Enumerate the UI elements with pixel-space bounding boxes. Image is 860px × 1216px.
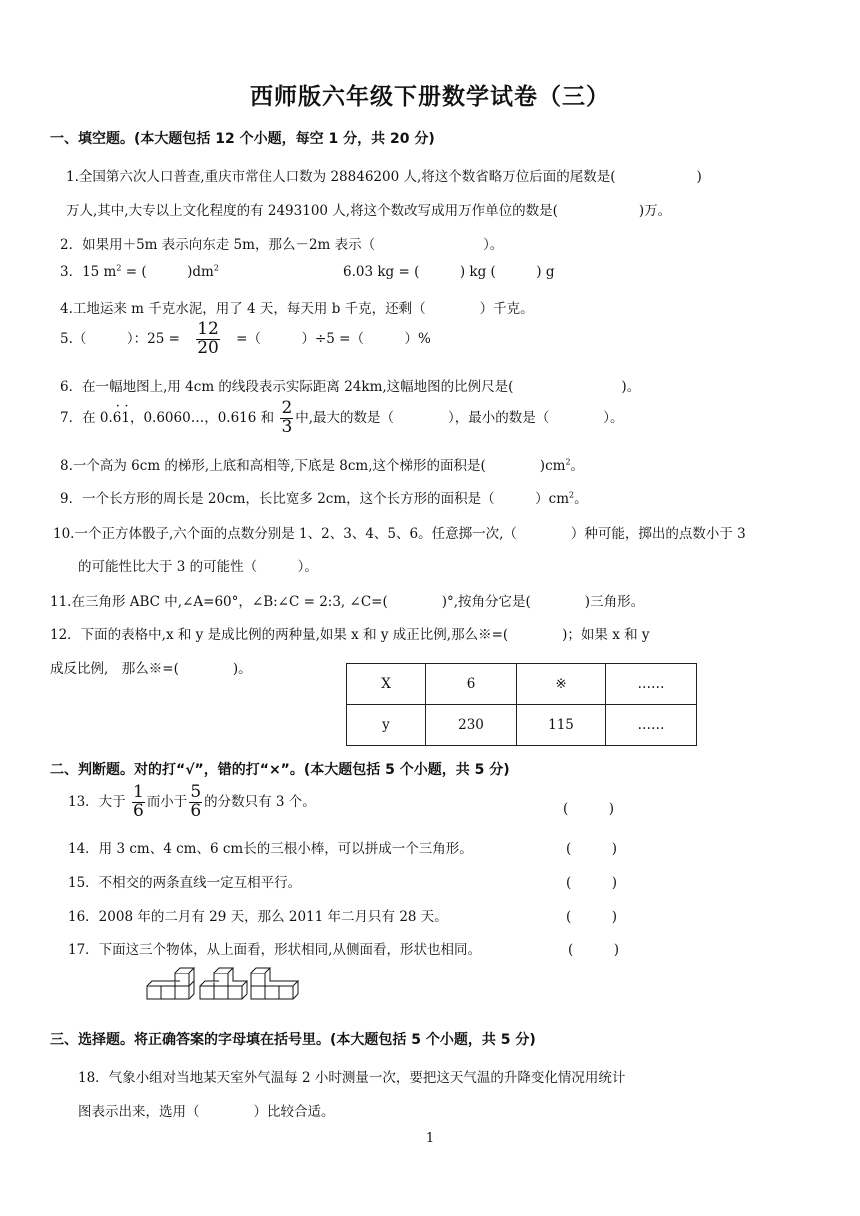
answer-paren-15: ( ) (566, 875, 618, 891)
question-3-area: 3．15 $m^2$ = ( )$dm^2$ (60, 263, 219, 280)
answer-paren-16: ( ) (566, 909, 618, 925)
fraction-12-20: $\frac{12}{20}$ (197, 319, 219, 358)
table-cell: …… (606, 664, 697, 705)
fraction-1-6: $\frac{1}{6}$ (132, 782, 144, 821)
proportion-table (346, 663, 697, 746)
section-3-heading: 三、选择题。将正确答案的字母填在括号里。(本大题包括 5 个小题，共 5 分) (50, 1032, 536, 1048)
question-11: 11.在三角形 ABC 中,∠A=60°，∠B:∠C = 2:3, ∠C=( )°,按角分它是( )三角形。 (50, 594, 645, 610)
question-15: 15．不相交的两条直线一定互相平行。 (68, 875, 302, 891)
question-18-line-2: 图表示出来，选用（ ）比较合适。 (78, 1104, 335, 1120)
question-1-line-2: 万人,其中,大专以上文化程度的有 2493100 人,将这个数改写成用万作单位的数是( )万。 (66, 203, 672, 219)
question-1-line-1: 1.全国第六次人口普查,重庆市常住人口数为 28846200 人,将这个数省略万位后面的尾数是( ) (66, 169, 702, 185)
table-cell: y (347, 705, 426, 746)
cube-figure-2 (200, 968, 247, 999)
question-10-line-1: 10.一个正方体骰子,六个面的点数分别是 1、2、3、4、5、6。任意掷一次,（ ）种可能，掷出的点数小于 3 (53, 526, 746, 542)
question-6: 6．在一幅地图上,用 4cm 的线段表示实际距离 24km,这幅地图的比例尺是( )。 (60, 379, 641, 395)
question-17: 17．下面这三个物体，从上面看，形状相同,从侧面看，形状也相同。 (68, 942, 481, 958)
question-12-line-1: 12．下面的表格中,x 和 y 是成比例的两种量,如果 x 和 y 成正比例,那么※=( )；如果 x 和 y (50, 627, 650, 643)
table-cell: …… (606, 705, 697, 746)
question-9: 9．一个长方形的周长是 20cm，长比宽多 2cm，这个长方形的面积是（ ）$cm^2$。 (60, 490, 588, 507)
question-14: 14．用 3 cm、4 cm、6 cm长的三根小棒，可以拼成一个三角形。 (68, 841, 473, 857)
table-cell: ※ (517, 664, 606, 705)
cube-figure-3 (251, 968, 298, 999)
table-cell: X (347, 664, 426, 705)
question-12-line-2: 成反比例, 那么※=( )。 (50, 661, 252, 677)
question-16: 16．2008 年的二月有 29 天，那么 2011 年二月只有 28 天。 (68, 909, 448, 925)
question-18-line-1: 18．气象小组对当地某天室外气温每 2 小时测量一次，要把这天气温的升降变化情况用统计 (78, 1070, 626, 1086)
table-row (347, 705, 697, 746)
table-cell: 115 (517, 705, 606, 746)
table-cell: 230 (426, 705, 517, 746)
page-number: 1 (425, 1131, 435, 1146)
question-10-line-2: 的可能性比大于 3 的可能性（ ）。 (78, 559, 318, 575)
section-2-heading: 二、判断题。对的打“√”，错的打“×”。(本大题包括 5 个小题，共 5 分) (50, 762, 510, 778)
question-3-mass: 6.03 kg = ( ) kg ( ) g (343, 264, 555, 280)
question-4: 4.工地运来 m 千克水泥，用了 4 天，每天用 b 千克，还剩（ ）千克。 (60, 301, 534, 317)
cube-figures (145, 966, 305, 1002)
question-13: 13．大于 $\frac{1}{6}$ 而小于 $\frac{5}{6}$ 的分数只有 3 个。 (68, 782, 316, 821)
fraction-5-6: $\frac{5}{6}$ (190, 782, 202, 821)
question-7: 7．在 0.· 6· 1，0.6060…，0.616 和 $\frac{2}{3}$ 中,最大的数是（ ），最小的数是（ ）。 (60, 400, 624, 437)
table-row (347, 664, 697, 705)
exam-title: 西师版六年级下册数学试卷（三） (250, 84, 610, 110)
section-1-heading: 一、填空题。(本大题包括 12 个小题，每空 1 分，共 20 分) (50, 131, 435, 147)
answer-paren-13: ( ) (563, 801, 615, 817)
fraction-2-3: $\frac{2}{3}$ (281, 398, 293, 437)
cube-figure-1 (147, 968, 194, 999)
question-5: 5.（ ）：25 = $\frac{12}{20}$ =（ ）÷5 =（ ）% (60, 319, 431, 358)
question-8: 8.一个高为 6cm 的梯形,上底和高相等,下底是 8cm,这个梯形的面积是( )$cm^2$。 (60, 457, 585, 474)
answer-paren-14: ( ) (566, 841, 618, 857)
answer-paren-17: ( ) (568, 942, 620, 958)
question-2: 2．如果用＋5m 表示向东走 5m，那么－2m 表示（ ）。 (60, 237, 504, 253)
table-cell: 6 (426, 664, 517, 705)
